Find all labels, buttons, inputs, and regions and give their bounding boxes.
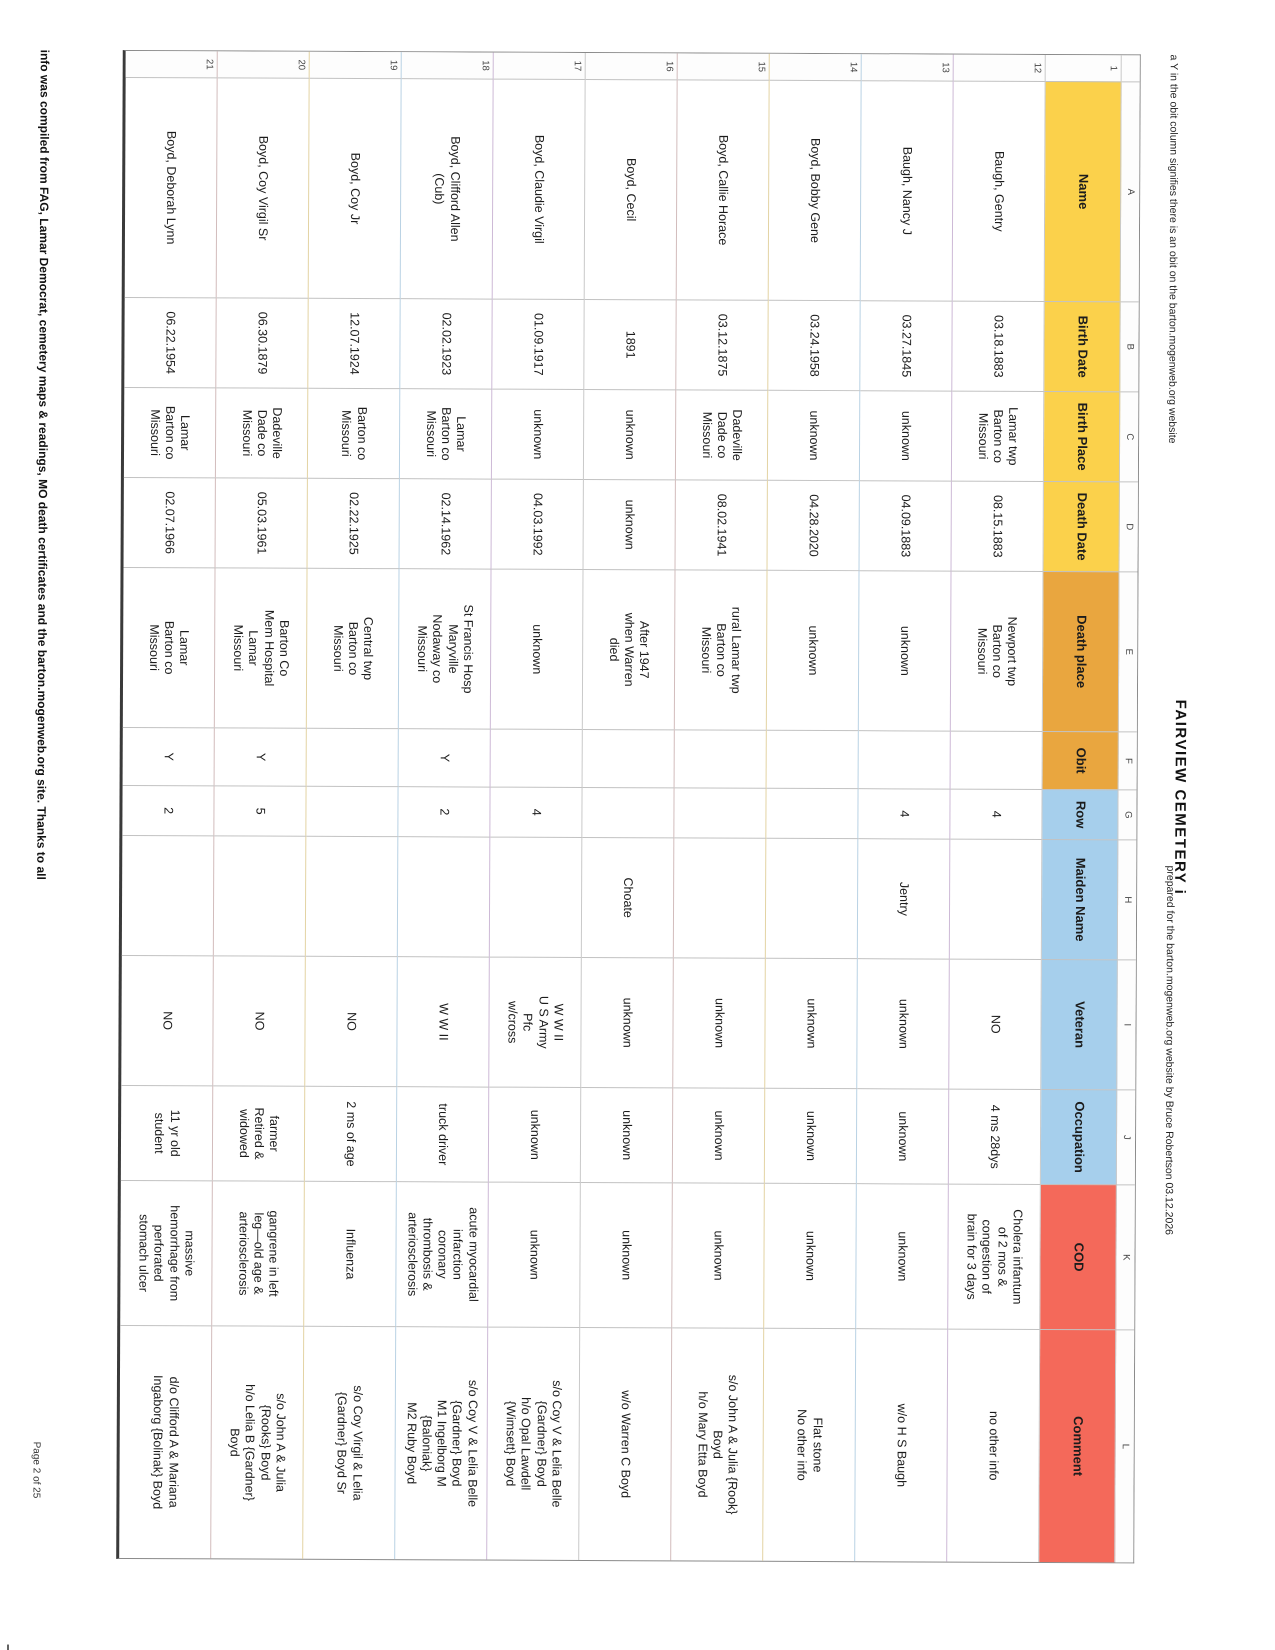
data-cell: unknown [764, 1183, 857, 1328]
data-cell: Boyd, Bobby Gene [769, 80, 862, 300]
data-cell: unknown [581, 957, 674, 1087]
data-cell: Newport twp Barton co Missouri [951, 571, 1044, 731]
data-cell: w/o H S Baugh [855, 1328, 948, 1561]
data-cell: unknown [767, 570, 860, 730]
data-cell [766, 838, 859, 958]
data-cell: NO [305, 956, 398, 1086]
data-cell: 2 [122, 785, 214, 835]
column-letter: L [1115, 1329, 1134, 1562]
data-cell: s/o John A & Julia {Rooks} Boyd h/o Lelia B {Gardner} Boyd [211, 1325, 304, 1558]
data-cell [491, 729, 583, 787]
data-cell: Boyd, Deborah Lynn [125, 77, 218, 297]
column-letter: A [1121, 81, 1140, 301]
data-cell: unknown [673, 1087, 765, 1182]
data-cell: W W II U S Army Pfc w/cross [489, 957, 582, 1087]
data-cell: 4 [490, 787, 582, 837]
row-number: 15 [678, 53, 770, 79]
data-cell: 04.28.2020 [768, 480, 860, 570]
data-cell [674, 787, 766, 837]
row-number: 12 [954, 55, 1046, 81]
data-cell: NO [213, 955, 306, 1085]
table-row [579, 53, 678, 1560]
data-cell: 03.12.1875 [676, 299, 768, 389]
data-cell: unknown [765, 1088, 857, 1183]
header-cell: Birth Date [1044, 301, 1120, 391]
data-cell: unknown [856, 1183, 949, 1328]
header-cell: COD [1040, 1184, 1117, 1329]
data-cell: s/o Coy Virgil & Lelia {Gardner} Boyd Sr [303, 1326, 396, 1559]
table-row [763, 54, 862, 1561]
data-cell: Choate [582, 837, 675, 957]
data-cell: rural Lamar twp Barton co Missouri [675, 569, 768, 729]
row-number: 21 [126, 51, 218, 77]
data-cell [675, 729, 767, 787]
row-number: 20 [218, 51, 310, 77]
data-cell: s/o Coy V & Lelia Belle {Gardner} Boyd M1 Ingelborg M {Baloniak} M2 Ruby Boyd [395, 1326, 488, 1559]
row-number: 17 [494, 53, 586, 79]
data-cell: Central twp Barton co Missouri [307, 568, 400, 728]
data-cell: 02.22.1925 [308, 478, 400, 568]
data-cell: unknown [491, 569, 584, 729]
header-cell: Comment [1039, 1329, 1116, 1562]
data-cell: 03.24.1958 [768, 300, 860, 390]
table-row [487, 53, 586, 1560]
data-cell [582, 787, 674, 837]
data-cell: Y [123, 727, 215, 785]
data-cell: unknown [673, 957, 766, 1087]
data-cell: Dadeville Dade co Missouri [216, 387, 308, 477]
data-cell [767, 730, 859, 788]
data-cell [583, 729, 675, 787]
column-letter: B [1120, 301, 1138, 391]
table-row [303, 52, 402, 1559]
data-cell: 04.09.1883 [860, 480, 952, 570]
corner-box [1122, 55, 1140, 81]
table-row [211, 51, 310, 1558]
table-row [671, 53, 770, 1560]
column-letter: F [1119, 731, 1137, 789]
data-cell: 1891 [584, 299, 676, 389]
data-cell: no other info [947, 1329, 1040, 1562]
data-cell: Baugh, Nancy J [861, 80, 954, 300]
data-cell: acute myocardial infarction coronary thrombosis & arteriosclerosis [396, 1181, 489, 1326]
data-cell: Boyd, Callie Horace [677, 79, 770, 299]
data-cell [398, 836, 491, 956]
header-cell: Row [1042, 789, 1118, 839]
header-cell: Name [1045, 81, 1122, 301]
data-cell: Lamar Barton co Missouri [400, 388, 492, 478]
header-cell: Death Date [1044, 481, 1120, 571]
table-row [947, 55, 1046, 1562]
row-number: 16 [586, 53, 678, 79]
prepared-by-note: prepared for the barton.mogenweb.org website by Bruce Robertson 03.12.2026 [1162, 865, 1177, 1236]
data-cell: gangrene in left leg—old age & arteriosclerosis [212, 1180, 305, 1325]
data-cell [490, 837, 583, 957]
column-letter: G [1118, 789, 1136, 839]
data-cell: unknown [580, 1182, 673, 1327]
data-cell: 2 ms of age [305, 1086, 397, 1181]
footer-note: info was compiled from FAG, Lamar Democrat, cemetery maps & readings, MO death certificates and the barton.mogenweb.org site. Thanks to all [34, 49, 52, 880]
data-cell: Jentry [858, 838, 951, 958]
data-cell: unknown [581, 1087, 673, 1182]
row-number: 18 [402, 52, 494, 78]
column-letter: C [1120, 391, 1138, 481]
data-cell: 4 ms 28dys [949, 1089, 1041, 1184]
data-cell: NO [949, 959, 1042, 1089]
data-cell: unknown [672, 1182, 765, 1327]
row-number: 14 [770, 54, 862, 80]
data-cell: Boyd, Cecil [585, 79, 678, 299]
data-cell [674, 837, 767, 957]
column-letter: J [1117, 1089, 1135, 1184]
data-cell: Lamar Barton co Missouri [124, 387, 216, 477]
data-cell: 5 [214, 785, 306, 835]
header-cell: Obit [1043, 731, 1119, 789]
data-cell: 06.22.1954 [124, 297, 216, 387]
page-number: Page 2 of 25 [30, 1441, 42, 1499]
data-cell: W W II [397, 956, 490, 1086]
header-cell: Occupation [1041, 1089, 1117, 1184]
data-cell: 02.02.1923 [400, 298, 492, 388]
data-cell: 08.15.1883 [952, 481, 1044, 571]
data-cell: unknown [584, 389, 676, 479]
row-number: 1 [1046, 55, 1122, 81]
table-row [395, 52, 494, 1559]
data-cell [859, 730, 951, 788]
data-cell: Boyd, Clifford Allen (Cub) [401, 78, 494, 298]
data-cell: s/o John A & Julia {Rook} Boyd h/o Mary Etta Boyd [671, 1327, 764, 1560]
data-cell: NO [121, 955, 214, 1085]
data-cell: Boyd, Coy Virgil Sr [217, 77, 310, 297]
data-cell: Influenza [304, 1181, 397, 1326]
data-cell: unknown [768, 390, 860, 480]
data-cell: 03.18.1883 [952, 301, 1044, 391]
data-cell: 11 yr old student [121, 1085, 213, 1180]
data-cell: Y [399, 728, 491, 786]
data-cell: Dadeville Dade co Missouri [676, 389, 768, 479]
data-cell: Barton co Missouri [308, 388, 400, 478]
spreadsheet-table [116, 50, 1141, 1563]
page-title: FAIRVIEW CEMETERY i [1171, 699, 1189, 896]
header-cell: Maiden Name [1042, 839, 1119, 959]
row-number: 19 [310, 52, 402, 78]
data-cell: massive hemorrhage from perforated stomach ulcer [120, 1180, 213, 1325]
data-cell: 4 [950, 789, 1042, 839]
data-cell: d/o Clifford A & Mariana Ingaborg {Bolinak} Boyd [119, 1325, 212, 1558]
data-cell [306, 836, 399, 956]
header-cell: Birth Place [1044, 391, 1120, 481]
data-cell: 12.07.1924 [308, 298, 400, 388]
column-letter: D [1120, 481, 1138, 571]
column-letter: E [1119, 571, 1138, 731]
table-row [855, 54, 954, 1561]
data-cell: unknown [859, 570, 952, 730]
data-cell: unknown [857, 958, 950, 1088]
data-cell: unknown [489, 1087, 581, 1182]
data-cell: Baugh, Gentry [953, 81, 1046, 301]
data-cell: 03.27.1845 [860, 300, 952, 390]
data-cell: Cholera infantum of 2 mos & congestion of brain for 3 days [948, 1184, 1041, 1329]
data-cell: unknown [857, 1088, 949, 1183]
data-cell: 04.03.1992 [492, 479, 584, 569]
data-cell: 2 [398, 786, 490, 836]
data-cell: Boyd, Claudie Virgil [493, 79, 586, 299]
data-cell: Barton Co Mem Hospital Lamar Missouri [215, 567, 308, 727]
data-cell: Flat stone No other info [763, 1328, 856, 1561]
data-cell: unknown [765, 958, 858, 1088]
data-cell: St Francis Hosp Maryville Nodaway co Missouri [399, 568, 492, 728]
data-cell [122, 835, 215, 955]
header-cell: Death place [1043, 571, 1120, 731]
obit-column-note: a Y in the obit column signifies there is an obit on the barton.mogenweb.org website [1166, 54, 1180, 444]
data-cell: Boyd, Coy Jr [309, 78, 402, 298]
header-cell: Veteran [1041, 959, 1118, 1089]
data-cell: Y [215, 727, 307, 785]
data-cell: w/o Warren C Boyd [579, 1327, 672, 1560]
data-cell [951, 731, 1043, 789]
data-cell: unknown [584, 479, 676, 569]
data-cell: 08.02.1941 [676, 479, 768, 569]
data-cell: 4 [858, 788, 950, 838]
data-cell: unknown [492, 389, 584, 479]
data-cell [766, 788, 858, 838]
data-cell: 05.03.1961 [216, 477, 308, 567]
data-cell: farmer Retired & widowed [213, 1085, 305, 1180]
data-cell [307, 728, 399, 786]
data-cell: 06.30.1879 [216, 297, 308, 387]
column-letter: I [1117, 959, 1136, 1089]
data-cell: unknown [860, 390, 952, 480]
data-cell: s/o Coy V & Lelia Belle {Gardner} Boyd h/o Opal Lawdell {Wimsett} Boyd [487, 1327, 580, 1560]
table-row [1039, 55, 1122, 1562]
data-cell: 02.14.1962 [400, 478, 492, 568]
table-row [119, 51, 218, 1558]
data-cell: After 1947 when Warren died [583, 569, 676, 729]
data-cell: 01.09.1917 [492, 299, 584, 389]
column-letter: K [1116, 1184, 1135, 1329]
row-number: 13 [862, 54, 954, 80]
data-cell [214, 835, 307, 955]
data-cell: truck driver [397, 1086, 489, 1181]
data-cell: Lamar Barton co Missouri [123, 567, 216, 727]
data-cell [306, 786, 398, 836]
data-cell [950, 839, 1043, 959]
data-cell: unknown [488, 1182, 581, 1327]
column-letter: H [1118, 839, 1137, 959]
data-cell: Lamar twp Barton co Missouri [952, 391, 1044, 481]
data-cell: 02.07.1966 [124, 477, 216, 567]
